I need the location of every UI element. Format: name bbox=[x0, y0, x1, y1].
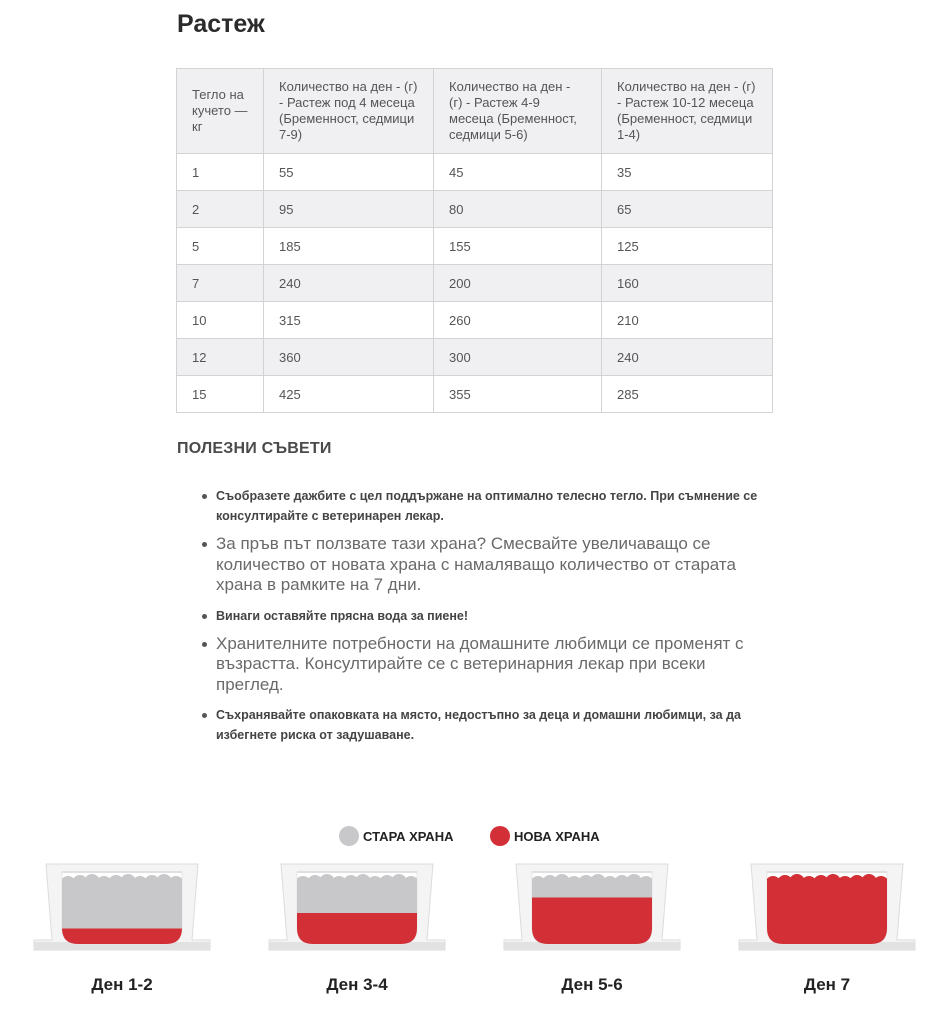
table-row bbox=[177, 339, 773, 376]
tip-item: За пръв път ползвате тази храна? Смесвайте увеличаващо се количество от новата храна с намаляващо количество от старата храна в рамките на 7 дни. bbox=[216, 534, 776, 596]
legend-old-label: СТАРА ХРАНА bbox=[363, 828, 454, 844]
tip-item: Винаги оставяйте прясна вода за пиене! bbox=[216, 606, 776, 626]
table-cell: 200 bbox=[434, 265, 602, 302]
table-cell: 7 bbox=[177, 265, 264, 302]
table-cell: 260 bbox=[434, 302, 602, 339]
bowl-day-5-6 bbox=[502, 858, 682, 994]
feeding-table bbox=[176, 68, 773, 413]
table-header-row bbox=[177, 69, 773, 154]
header-weight: Тегло на кучето — кг bbox=[177, 69, 264, 154]
food-bowl-icon bbox=[502, 858, 682, 958]
bowl-day-3-4 bbox=[267, 858, 447, 994]
tips-heading: ПОЛЕЗНИ СЪВЕТИ bbox=[177, 440, 332, 457]
tip-item: Хранителните потребности на домашните любимци се променят с възрастта. Консултирайте се с ветеринарния лекар при всеки преглед. bbox=[216, 634, 776, 696]
legend-new-label: НОВА ХРАНА bbox=[514, 828, 600, 844]
table-cell: 425 bbox=[264, 376, 434, 413]
tip-item: Съхранявайте опаковката на място, недостъпно за деца и домашни любимци, за да избегнете риска от задушаване. bbox=[216, 705, 776, 745]
tip-item: Съобразете дажбите с цел поддържане на оптимално телесно тегло. При съмнение се консултирайте с ветеринарен лекар. bbox=[216, 486, 776, 526]
table-cell: 300 bbox=[434, 339, 602, 376]
old-food-dot-icon bbox=[339, 826, 359, 846]
legend-old-food bbox=[339, 826, 453, 846]
food-bowl-icon bbox=[32, 858, 212, 958]
table-row bbox=[177, 191, 773, 228]
table-cell: 45 bbox=[434, 154, 602, 191]
food-legend bbox=[0, 826, 943, 848]
table-cell: 55 bbox=[264, 154, 434, 191]
table-cell: 2 bbox=[177, 191, 264, 228]
day-label: Ден 3-4 bbox=[326, 975, 388, 994]
table-row bbox=[177, 228, 773, 265]
table-cell: 65 bbox=[602, 191, 773, 228]
table-row bbox=[177, 154, 773, 191]
table-cell: 155 bbox=[434, 228, 602, 265]
bowl-day-1-2 bbox=[32, 858, 212, 994]
table-cell: 5 bbox=[177, 228, 264, 265]
table-cell: 10 bbox=[177, 302, 264, 339]
header-growth-4-9: Количество на ден - (г) - Растеж 4-9 месеца (Бременност, седмици 5-6) bbox=[434, 69, 602, 154]
table-cell: 315 bbox=[264, 302, 434, 339]
legend-new-food bbox=[490, 826, 600, 846]
bowl-day-7 bbox=[737, 858, 917, 994]
day-label: Ден 1-2 bbox=[91, 975, 153, 994]
table-row bbox=[177, 302, 773, 339]
table-cell: 160 bbox=[602, 265, 773, 302]
table-cell: 35 bbox=[602, 154, 773, 191]
table-cell: 95 bbox=[264, 191, 434, 228]
tips-list bbox=[216, 480, 776, 753]
header-growth-under-4: Количество на ден - (г) - Растеж под 4 месеца (Бременност, седмици 7-9) bbox=[264, 69, 434, 154]
table-row bbox=[177, 265, 773, 302]
table-cell: 210 bbox=[602, 302, 773, 339]
food-bowl-icon bbox=[737, 858, 917, 958]
header-growth-10-12: Количество на ден - (г) - Растеж 10-12 месеца (Бременност, седмици 1-4) bbox=[602, 69, 773, 154]
table-cell: 355 bbox=[434, 376, 602, 413]
table-cell: 240 bbox=[264, 265, 434, 302]
new-food-dot-icon bbox=[490, 826, 510, 846]
table-cell: 185 bbox=[264, 228, 434, 265]
table-cell: 240 bbox=[602, 339, 773, 376]
table-cell: 360 bbox=[264, 339, 434, 376]
food-bowl-icon bbox=[267, 858, 447, 958]
page-title: Растеж bbox=[177, 10, 265, 38]
table-cell: 285 bbox=[602, 376, 773, 413]
table-cell: 1 bbox=[177, 154, 264, 191]
table-cell: 80 bbox=[434, 191, 602, 228]
day-label: Ден 7 bbox=[803, 975, 851, 994]
table-cell: 125 bbox=[602, 228, 773, 265]
table-row bbox=[177, 376, 773, 413]
day-label: Ден 5-6 bbox=[561, 975, 623, 994]
table-cell: 15 bbox=[177, 376, 264, 413]
table-cell: 12 bbox=[177, 339, 264, 376]
